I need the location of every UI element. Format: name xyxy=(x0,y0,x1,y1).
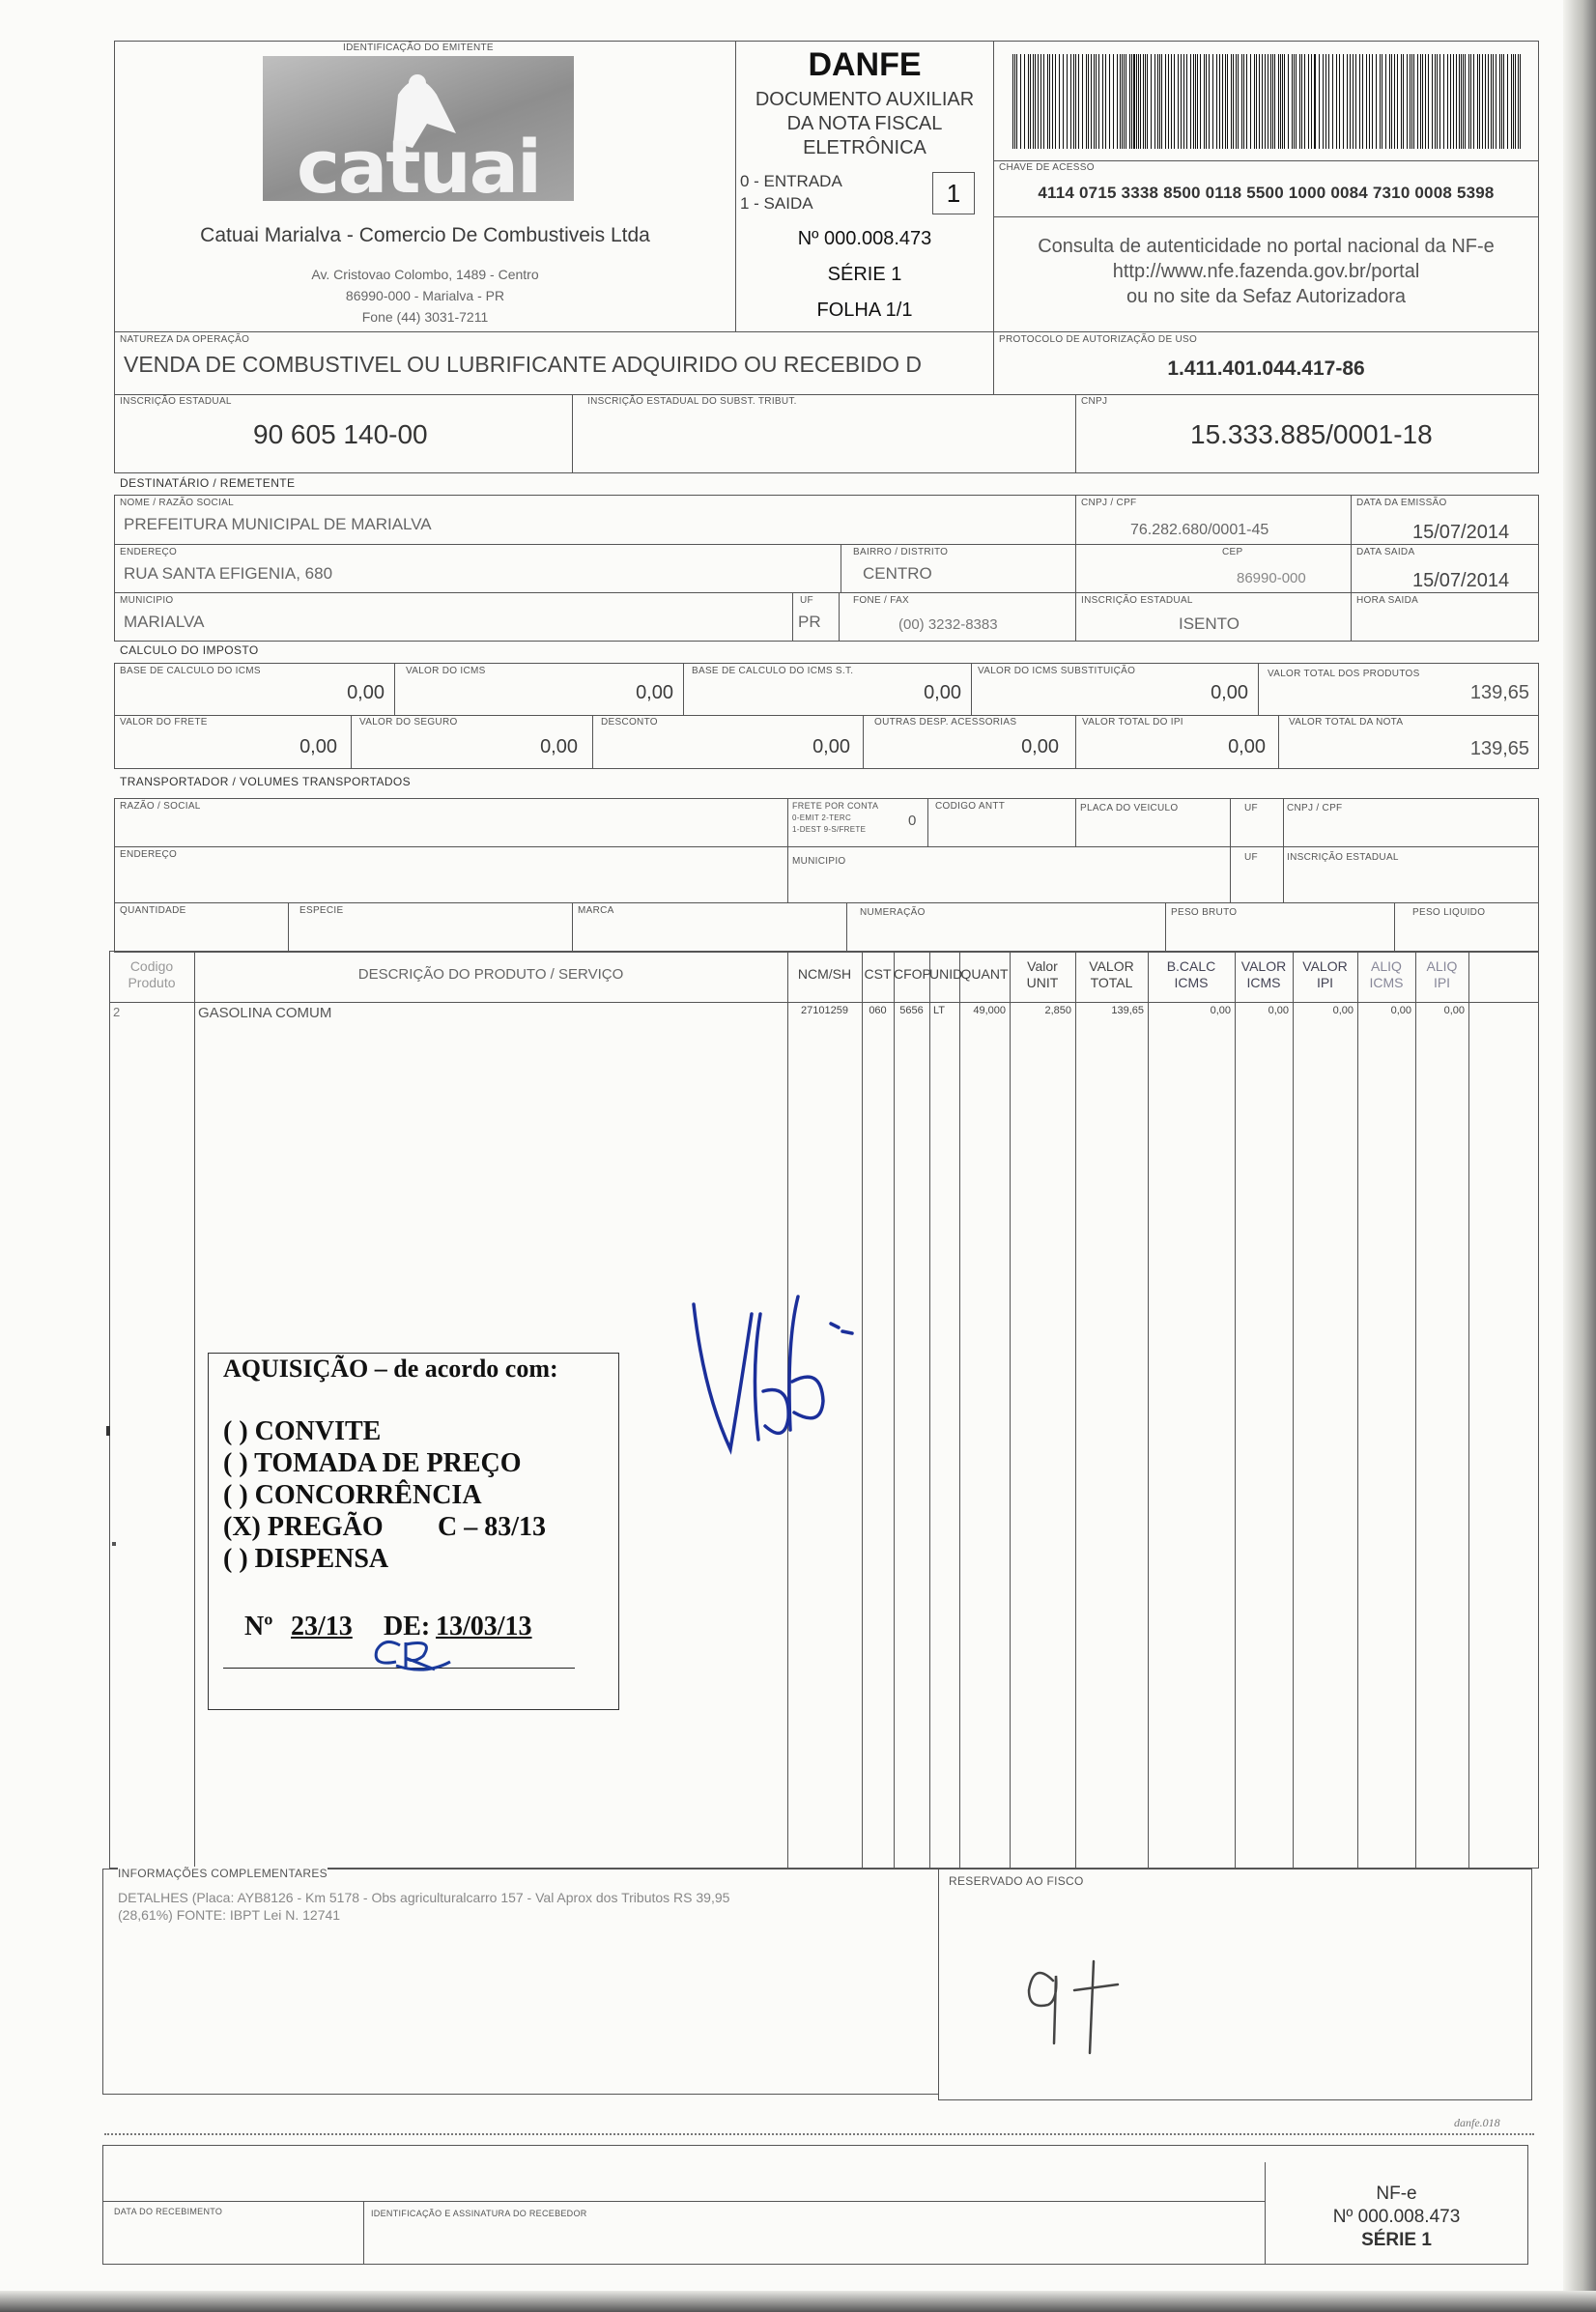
produtos-col-line xyxy=(1075,951,1076,1869)
imp-ipi-label: VALOR TOTAL DO IPI xyxy=(1082,717,1183,728)
produtos-cell: 0,00 xyxy=(1332,1005,1354,1016)
imp-outras: 0,00 xyxy=(1021,736,1059,757)
emitente-label: IDENTIFICAÇÃO DO EMITENTE xyxy=(343,43,494,53)
produtos-header-cell: QUANT xyxy=(960,966,1009,982)
produtos-cell: 0,00 xyxy=(1390,1005,1411,1016)
emitente-name: Catuai Marialva - Comercio De Combustiveis Ltda xyxy=(200,224,650,246)
stamp-convite: ( ) CONVITE xyxy=(223,1416,382,1446)
produtos-col-line xyxy=(1148,951,1149,1869)
imp-r1-v2 xyxy=(683,663,684,715)
produtos-cell: 0,00 xyxy=(1443,1005,1465,1016)
dest-endereco: RUA SANTA EFIGENIA, 680 xyxy=(124,564,333,583)
imp-desconto-label: DESCONTO xyxy=(601,717,658,728)
imp-icms-label: VALOR DO ICMS xyxy=(406,666,486,676)
imp-icms: 0,00 xyxy=(636,682,673,703)
imp-total-prod: 139,65 xyxy=(1469,682,1529,703)
produtos-header-cell: DESCRIÇÃO DO PRODUTO / SERVIÇO xyxy=(357,966,624,983)
imp-bc-st-label: BASE DE CALCULO DO ICMS S.T. xyxy=(692,666,854,676)
emitente-logo xyxy=(263,56,574,210)
dest-cnpj: 76.282.680/0001-45 xyxy=(1130,522,1269,538)
destinatario-section: DESTINATÁRIO / REMETENTE xyxy=(120,476,296,490)
chave-value: 4114 0715 3338 8500 0118 5500 1000 0084 7310 0008 5398 xyxy=(1038,184,1495,202)
dest-cep-label: CEP xyxy=(1222,547,1243,557)
dest-fone-label: FONE / FAX xyxy=(853,595,910,606)
imposto-section: CALCULO DO IMPOSTO xyxy=(120,643,259,657)
emitente-phone: Fone (44) 3031-7211 xyxy=(361,309,489,325)
danfe-subtitle2: DA NOTA FISCAL xyxy=(786,113,943,134)
imposto-divider xyxy=(114,715,1539,716)
danfe-serie: SÉRIE 1 xyxy=(827,264,902,285)
dest-uf-label: UF xyxy=(800,595,813,606)
dest-nome-label: NOME / RAZÃO SOCIAL xyxy=(120,498,234,508)
produtos-col-line xyxy=(1468,951,1469,1869)
stamp-de: 13/03/13 xyxy=(436,1612,532,1641)
scan-shadow-right xyxy=(1563,0,1596,2312)
imp-r2-v5 xyxy=(1278,715,1279,769)
trans-municipio-label: MUNICIPIO xyxy=(792,856,846,867)
danfe-subtitle3: ELETRÔNICA xyxy=(803,137,926,158)
produtos-cell: 2,850 xyxy=(1044,1005,1071,1016)
canhoto-nfe: NF-e xyxy=(1376,2184,1417,2204)
trans-placa-label: PLACA DO VEICULO xyxy=(1080,803,1179,813)
imp-bc-icms: 0,00 xyxy=(347,682,385,703)
dest-divider-1 xyxy=(114,544,1539,545)
info-text2: (28,61%) FONTE: IBPT Lei N. 12741 xyxy=(118,1907,341,1923)
imp-frete-label: VALOR DO FRETE xyxy=(120,717,208,728)
produtos-cell: 060 xyxy=(869,1005,887,1016)
trans-marca-label: MARCA xyxy=(578,905,614,916)
produtos-header-cell: VALOR IPI xyxy=(1302,958,1348,990)
dest-ie: ISENTO xyxy=(1179,614,1240,633)
produtos-cell: GASOLINA COMUM xyxy=(198,1005,332,1021)
imp-total-nota-label: VALOR TOTAL DA NOTA xyxy=(1289,717,1404,728)
trans-numeracao-label: NUMERAÇÃO xyxy=(860,907,926,918)
imp-frete: 0,00 xyxy=(299,736,337,757)
trans-uf-label: UF xyxy=(1244,803,1258,813)
canhoto-assinatura-label: IDENTIFICAÇÃO E ASSINATURA DO RECEBEDOR xyxy=(371,2209,587,2218)
danfe-entrada: 0 - ENTRADA xyxy=(740,172,842,190)
iest-label: INSCRIÇÃO ESTADUAL DO SUBST. TRIBUT. xyxy=(587,396,797,407)
dest-nome: PREFEITURA MUNICIPAL DE MARIALVA xyxy=(124,515,432,533)
trans-v5 xyxy=(1283,798,1284,902)
produtos-col-line xyxy=(194,951,195,1869)
imp-total-prod-label: VALOR TOTAL DOS PRODUTOS xyxy=(1268,669,1420,679)
scan-mark xyxy=(112,1542,116,1546)
produtos-header-cell: B.CALC ICMS xyxy=(1166,958,1216,990)
produtos-header-divider xyxy=(109,1002,1539,1003)
imp-r1-v1 xyxy=(394,663,395,715)
produtos-col-line xyxy=(1235,951,1236,1869)
produtos-header-cell: CFOP xyxy=(894,966,931,982)
produtos-header-cell: Valor UNIT xyxy=(1026,958,1059,990)
transportador-section: TRANSPORTADOR / VOLUMES TRANSPORTADOS xyxy=(120,775,412,788)
produtos-col-line xyxy=(1415,951,1416,1869)
canhoto-serie: SÉRIE 1 xyxy=(1361,2230,1432,2250)
dest-municipio: MARIALVA xyxy=(124,613,205,631)
stamp-num-label: Nº xyxy=(244,1612,273,1641)
canhoto-numero: Nº 000.008.473 xyxy=(1332,2207,1461,2227)
stamp-concorrencia: ( ) CONCORRÊNCIA xyxy=(223,1480,482,1510)
imp-ipi: 0,00 xyxy=(1228,736,1266,757)
trans-liquido-label: PESO LIQUIDO xyxy=(1412,907,1486,918)
trans-v2 xyxy=(927,798,928,846)
trans-divider-1 xyxy=(114,846,1539,847)
stamp-num: 23/13 xyxy=(291,1612,353,1641)
stamp-initials-icon xyxy=(367,1633,483,1681)
trans-divider-2 xyxy=(114,902,1539,903)
danfe-folha: FOLHA 1/1 xyxy=(816,300,913,321)
dest-vline-1 xyxy=(1075,495,1076,642)
produtos-cell: 139,65 xyxy=(1111,1005,1144,1016)
cnpj-emit-value: 15.333.885/0001-18 xyxy=(1190,419,1433,449)
info-text1: DETALHES (Placa: AYB8126 - Km 5178 - Obs agriculturalcarro 157 - Val Aprox dos Tributos RS 39,95 xyxy=(118,1890,730,1905)
danfe-title: DANFE xyxy=(808,46,922,83)
trans-v4 xyxy=(1230,798,1231,902)
stamp-title: AQUISIÇÃO – de acordo com: xyxy=(223,1355,558,1383)
dest-emissao: 15/07/2014 xyxy=(1412,522,1510,543)
stamp-dispensa: ( ) DISPENSA xyxy=(223,1544,389,1574)
chave-divider-2 xyxy=(993,216,1539,217)
danfe-saida: 1 - SAIDA xyxy=(740,194,813,213)
trans-v7 xyxy=(572,902,573,953)
trans-antt-label: CODIGO ANTT xyxy=(935,801,1006,812)
canhoto-divider xyxy=(102,2201,1265,2202)
produtos-col-line xyxy=(1293,951,1294,1869)
dest-bairro: CENTRO xyxy=(863,564,932,583)
consulta-line2[interactable]: http://www.nfe.fazenda.gov.br/portal xyxy=(1112,261,1420,282)
protocolo-label: PROTOCOLO DE AUTORIZAÇÃO DE USO xyxy=(999,334,1198,345)
produtos-cell: 0,00 xyxy=(1210,1005,1231,1016)
canhoto-data-label: DATA DO RECEBIMENTO xyxy=(114,2207,223,2216)
trans-qtd-label: QUANTIDADE xyxy=(120,905,186,916)
produtos-header-cell: CST xyxy=(864,966,892,982)
imp-bc-st: 0,00 xyxy=(924,682,961,703)
dest-uf: PR xyxy=(798,613,821,631)
consulta-line3: ou no site da Sefaz Autorizadora xyxy=(1126,286,1407,307)
produtos-col-line xyxy=(1010,951,1011,1869)
trans-v6 xyxy=(288,902,289,953)
danfe-numero: Nº 000.008.473 xyxy=(797,228,932,249)
trans-razao-label: RAZÃO / SOCIAL xyxy=(120,801,201,812)
produtos-cell: LT xyxy=(933,1005,946,1016)
produtos-col-line xyxy=(959,951,960,1869)
dest-vline-4 xyxy=(792,592,793,642)
produtos-cell: 27101259 xyxy=(801,1005,848,1016)
footer-ref: danfe.018 xyxy=(1454,2116,1500,2129)
imp-desconto: 0,00 xyxy=(812,736,850,757)
dest-hora-label: HORA SAIDA xyxy=(1356,595,1419,606)
trans-v8 xyxy=(846,902,847,953)
dest-cnpj-label: CNPJ / CPF xyxy=(1081,498,1137,508)
info-label: INFORMAÇÕES COMPLEMENTARES xyxy=(118,1867,328,1880)
imp-r2-v2 xyxy=(592,715,593,769)
trans-v9 xyxy=(1165,902,1166,953)
trans-v10 xyxy=(1394,902,1395,953)
ie-label: INSCRIÇÃO ESTADUAL xyxy=(120,396,232,407)
dest-saida-label: DATA SAIDA xyxy=(1356,547,1415,557)
produtos-header-cell: ALIQ ICMS xyxy=(1369,958,1404,990)
dest-divider-2 xyxy=(114,592,1539,593)
trans-especie-label: ESPECIE xyxy=(299,905,344,916)
imp-seguro: 0,00 xyxy=(540,736,578,757)
danfe-subtitle1: DOCUMENTO AUXILIAR xyxy=(755,89,975,110)
dest-endereco-label: ENDEREÇO xyxy=(120,547,178,557)
dest-vline-2 xyxy=(1351,495,1352,642)
protocolo-value: 1.411.401.044.417-86 xyxy=(1167,357,1365,380)
barcode-icon xyxy=(1012,54,1523,151)
imp-r2-v3 xyxy=(863,715,864,769)
imp-st-label: VALOR DO ICMS SUBSTITUIÇÃO xyxy=(978,666,1136,676)
scan-mark xyxy=(106,1426,110,1436)
natureza-label: NATUREZA DA OPERAÇÃO xyxy=(120,334,250,345)
produtos-header-cell: VALOR TOTAL xyxy=(1089,958,1134,990)
stamp-pregao-num: C – 83/13 xyxy=(438,1512,546,1542)
imp-r1-v3 xyxy=(971,663,972,715)
produtos-col-line xyxy=(1357,951,1358,1869)
dest-emissao-label: DATA DA EMISSÃO xyxy=(1356,498,1447,508)
imp-st: 0,00 xyxy=(1211,682,1248,703)
consulta-line1: Consulta de autenticidade no portal nacional da NF-e xyxy=(1038,236,1495,257)
dest-municipio-label: MUNICIPIO xyxy=(120,595,174,606)
imp-r2-v4 xyxy=(1075,715,1076,769)
fisco-label: RESERVADO AO FISCO xyxy=(949,1874,1084,1888)
dest-saida: 15/07/2014 xyxy=(1412,570,1510,591)
imp-seguro-label: VALOR DO SEGURO xyxy=(359,717,458,728)
trans-endereco-label: ENDEREÇO xyxy=(120,849,178,860)
produtos-cell: 49,000 xyxy=(973,1005,1006,1016)
dest-bairro-label: BAIRRO / DISTRITO xyxy=(853,547,949,557)
trans-v1 xyxy=(787,798,788,902)
trans-frete-value: 0 xyxy=(908,813,917,829)
produtos-header-cell: UNID xyxy=(929,966,963,982)
trans-uf2-label: UF xyxy=(1244,852,1258,863)
trans-frete-opt1: 0-EMIT 2-TERC xyxy=(792,813,852,822)
trans-cnpj-label: CNPJ / CPF xyxy=(1287,803,1343,813)
trans-frete-label: FRETE POR CONTA xyxy=(792,801,879,811)
emitente-address1: Av. Cristovao Colombo, 1489 - Centro xyxy=(311,267,539,282)
cut-line xyxy=(104,2133,1534,2135)
emitente-address2: 86990-000 - Marialva - PR xyxy=(345,288,505,303)
produtos-header-cell: ALIQ IPI xyxy=(1426,958,1458,990)
chave-label: CHAVE DE ACESSO xyxy=(999,162,1095,173)
imp-outras-label: OUTRAS DESP. ACESSORIAS xyxy=(874,717,1017,728)
logo-text: catuai xyxy=(296,124,541,210)
stamp-de-label: DE: xyxy=(384,1612,431,1641)
handwritten-number-icon xyxy=(1024,1952,1140,2058)
stamp-tomada: ( ) TOMADA DE PREÇO xyxy=(223,1448,522,1478)
imp-bc-icms-label: BASE DE CALCULO DO ICMS xyxy=(120,666,261,676)
produtos-col-line xyxy=(929,951,930,1869)
produtos-col-line xyxy=(894,951,895,1869)
scan-shadow-bottom xyxy=(0,2291,1596,2312)
produtos-cell: 2 xyxy=(113,1005,121,1019)
ie-value: 90 605 140-00 xyxy=(253,419,428,449)
produtos-cell: 0,00 xyxy=(1268,1005,1289,1016)
produtos-header-cell: VALOR ICMS xyxy=(1240,958,1287,990)
imp-r2-v1 xyxy=(351,715,352,769)
produtos-col-line xyxy=(862,951,863,1869)
canhoto-v2 xyxy=(363,2201,364,2265)
cnpj-emit-label: CNPJ xyxy=(1081,396,1108,407)
handwritten-signature-icon xyxy=(676,1285,860,1459)
imp-r1-v4 xyxy=(1258,663,1259,715)
dest-ie-label: INSCRIÇÃO ESTADUAL xyxy=(1081,595,1193,606)
produtos-header-cell: NCM/SH xyxy=(797,966,852,982)
imp-total-nota: 139,65 xyxy=(1469,738,1529,759)
produtos-cell: 5656 xyxy=(899,1005,924,1016)
trans-ie-label: INSCRIÇÃO ESTADUAL xyxy=(1287,852,1399,863)
trans-bruto-label: PESO BRUTO xyxy=(1171,907,1238,918)
dest-vline-5 xyxy=(839,592,840,642)
chave-divider-1 xyxy=(993,160,1539,161)
stamp-pregao: (X) PREGÃO xyxy=(223,1512,384,1542)
produtos-header-cell: Codigo Produto xyxy=(128,958,176,990)
trans-v3 xyxy=(1075,798,1076,846)
dest-cep: 86990-000 xyxy=(1237,570,1306,586)
danfe-tipo-box: 1 xyxy=(932,172,975,214)
dest-fone: (00) 3232-8383 xyxy=(898,616,998,633)
natureza-value: VENDA DE COMBUSTIVEL OU LUBRIFICANTE ADQUIRIDO OU RECEBIDO D xyxy=(124,352,923,377)
trans-frete-opt2: 1-DEST 9-S/FRETE xyxy=(792,825,867,834)
